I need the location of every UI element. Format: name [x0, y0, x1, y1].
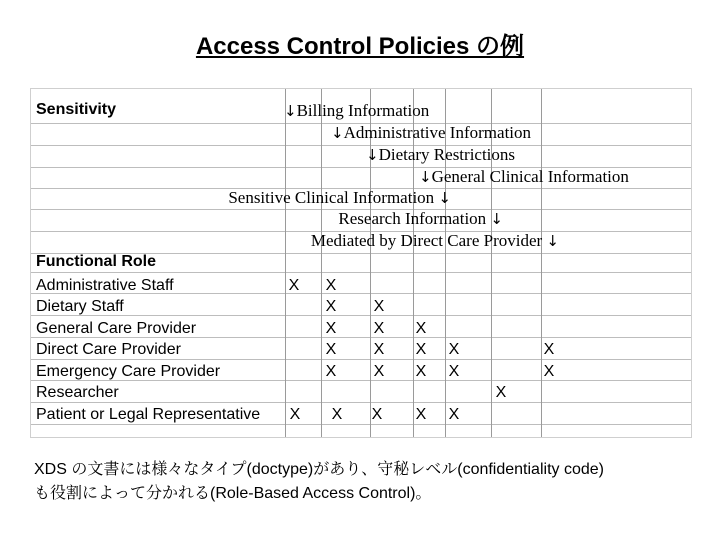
grid-row-line	[31, 315, 691, 316]
column-header	[228, 188, 451, 208]
access-mark: X	[415, 406, 427, 423]
grid-row-line	[31, 424, 691, 425]
access-mark: X	[415, 341, 427, 358]
role-label: Dietary Staff	[36, 298, 124, 315]
access-mark: X	[448, 363, 460, 380]
access-mark: X	[415, 320, 427, 337]
access-mark: X	[325, 277, 337, 294]
column-header-label: General Clinical Information	[431, 167, 629, 186]
column-header	[311, 231, 559, 251]
column-header	[419, 167, 629, 187]
down-arrow-icon: ↓	[284, 102, 297, 120]
column-header-label: Research Information	[338, 209, 487, 228]
access-mark: X	[495, 384, 507, 401]
role-label: Administrative Staff	[36, 277, 174, 294]
access-mark: X	[325, 341, 337, 358]
grid-row-line	[31, 402, 691, 403]
grid-row-line	[31, 253, 691, 254]
column-header	[284, 101, 429, 121]
column-header-label: Dietary Restrictions	[378, 145, 516, 164]
role-label: Emergency Care Provider	[36, 363, 221, 380]
grid-column-line	[321, 89, 322, 437]
footer-note	[34, 458, 694, 506]
access-mark: X	[448, 341, 460, 358]
functional-role-label: Functional Role	[36, 253, 156, 270]
sensitivity-label: Sensitivity	[36, 101, 117, 118]
access-mark: X	[543, 341, 555, 358]
access-mark: X	[331, 406, 343, 423]
access-mark: X	[371, 406, 383, 423]
column-header-label: Billing Information	[296, 101, 430, 120]
role-label: Researcher	[36, 384, 119, 401]
column-header	[331, 123, 531, 143]
access-mark: X	[325, 298, 337, 315]
down-arrow-icon: ↓	[490, 210, 503, 228]
down-arrow-icon: ↓	[419, 168, 432, 186]
column-header	[338, 209, 503, 229]
down-arrow-icon: ↓	[438, 189, 451, 207]
grid-column-line	[541, 89, 542, 437]
slide-title: Access Control Policies の例	[195, 33, 525, 60]
role-label: General Care Provider	[36, 320, 197, 337]
role-label: Direct Care Provider	[36, 341, 181, 358]
role-label: Patient or Legal Representative	[36, 406, 261, 423]
access-mark: X	[543, 363, 555, 380]
access-mark: X	[415, 363, 427, 380]
access-mark: X	[373, 363, 385, 380]
column-header-label: Administrative Information	[343, 123, 532, 142]
grid-row-line	[31, 145, 691, 146]
down-arrow-icon: ↓	[546, 232, 559, 250]
access-mark: X	[373, 341, 385, 358]
access-mark: X	[448, 406, 460, 423]
grid-row-line	[31, 272, 691, 273]
access-mark: X	[325, 363, 337, 380]
access-mark: X	[288, 277, 300, 294]
down-arrow-icon: ↓	[331, 124, 344, 142]
access-mark: X	[373, 298, 385, 315]
access-mark: X	[373, 320, 385, 337]
footer-line-2: も役割によって分かれる(Role-Based Access Control)。	[34, 485, 432, 502]
grid-column-line	[285, 89, 286, 437]
access-policy-matrix	[30, 88, 692, 438]
access-mark: X	[325, 320, 337, 337]
grid-row-line	[31, 359, 691, 360]
column-header	[366, 145, 515, 165]
access-mark: X	[289, 406, 301, 423]
down-arrow-icon: ↓	[366, 146, 379, 164]
column-header-label: Mediated by Direct Care Provider	[310, 231, 543, 250]
footer-line-1: XDS の文書には様々なタイプ(doctype)があり、守秘レベル(confidentiality code)	[34, 461, 604, 478]
column-header-label: Sensitive Clinical Information	[228, 188, 435, 207]
